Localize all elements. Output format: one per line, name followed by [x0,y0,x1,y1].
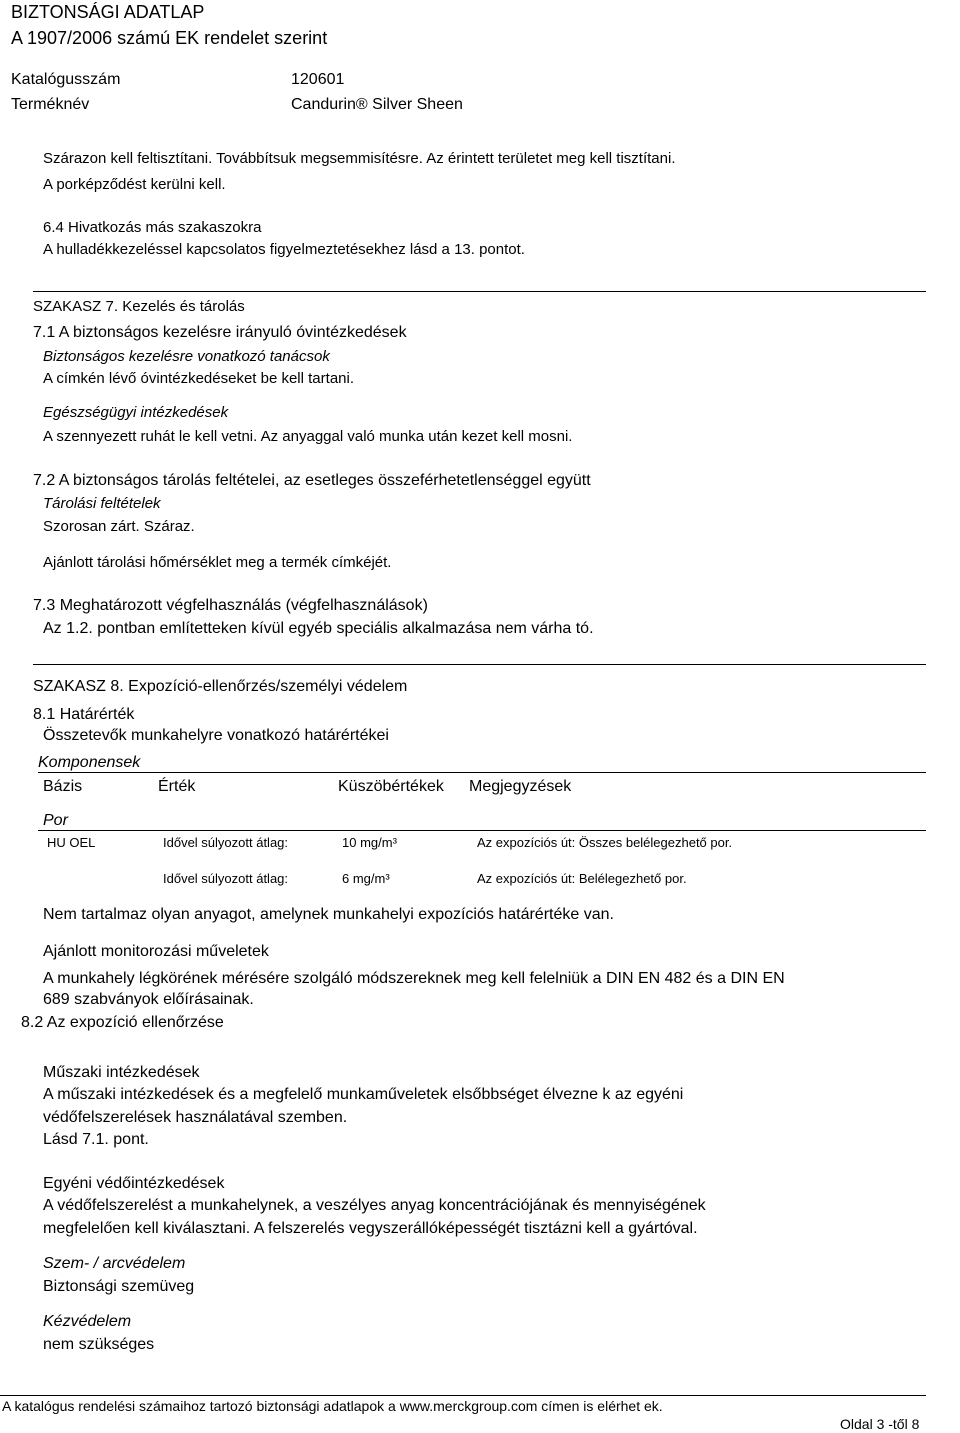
intro-line-1: Szárazon kell feltisztítani. Továbbítsuk megsemmisítésre. Az érintett területet meg kell tisztítani. [43,150,676,167]
tech-heading: Műszaki intézkedések [43,1064,200,1081]
table-divider [38,772,926,773]
table-cell-value-type: Idővel súlyozott átlag: [163,871,289,886]
product-value: Candurin® Silver Sheen [291,96,463,113]
ppe-line-1: A védőfelszerelést a munkahelynek, a veszélyes anyag koncentrációjának és mennyiségének [43,1197,706,1214]
table-cell-note: Az expozíciós út: Összes belélegezhető por. [477,835,733,850]
components-label: Komponensek [38,754,141,771]
section-7-2-text-2: Ajánlott tárolási hőmérséklet meg a termék címkéjét. [43,554,392,571]
tech-line-3: Lásd 7.1. pont. [43,1131,149,1148]
ppe-line-2: megfelelően kell kiválasztani. A felszerelés vegyszerállóképességét tisztázni kell a gyártóval. [43,1220,698,1237]
catalog-label: Katalógusszám [11,71,121,88]
monitoring-line-2: 689 szabványok előírásainak. [43,991,254,1008]
footer-text: A katalógus rendelési számaihoz tartozó biztonsági adatlapok a www.merckgroup.com címen is elérhet ek. [2,1398,663,1414]
section-7-2-sub: Tárolási feltételek [43,495,161,512]
document-title: BIZTONSÁGI ADATLAP [11,2,205,22]
monitoring-line-1: A munkahely légkörének mérésére szolgáló módszereknek meg kell felelniük a DIN EN 482 és a DIN EN [43,970,785,987]
section-divider [33,291,926,292]
monitoring-heading: Ajánlott monitorozási műveletek [43,943,269,960]
section-divider [33,664,926,665]
table-cell-threshold: 10 mg/m³ [342,835,397,850]
table-cell-basis: HU OEL [47,835,96,850]
section-7-3-heading: 7.3 Meghatározott végfelhasználás (végfelhasználások) [33,597,428,614]
section-7-1-heading: 7.1 A biztonságos kezelésre irányuló óvintézkedések [33,324,407,341]
hand-protection-text: nem szükséges [43,1336,155,1353]
tech-line-1: A műszaki intézkedések és a megfelelő munkaműveletek elsőbbséget élvezne k az egyéni [43,1086,684,1103]
catalog-value: 120601 [291,71,345,88]
eye-protection-text: Biztonsági szemüveg [43,1278,195,1295]
section-7-2-heading: 7.2 A biztonságos tárolás feltételei, az esetleges összeférhetetlenséggel együtt [33,472,591,489]
table-cell-threshold: 6 mg/m³ [342,871,390,886]
no-limits-text: Nem tartalmaz olyan anyagot, amelynek munkahelyi expozíciós határértéke van. [43,906,614,923]
footer-divider [0,1395,926,1396]
section-7-heading: SZAKASZ 7. Kezelés és tárolás [33,298,245,315]
hand-protection-sub: Kézvédelem [43,1313,132,1330]
regulation-line: A 1907/2006 számú EK rendelet szerint [11,28,328,48]
table-cell-value-type: Idővel súlyozott átlag: [163,835,289,850]
tech-line-2: védőfelszerelések használatával szemben. [43,1109,348,1126]
section-7-2-text-1: Szorosan zárt. Száraz. [43,518,195,535]
table-divider [38,830,926,831]
section-8-2-heading: 8.2 Az expozíció ellenőrzése [21,1014,224,1031]
column-header-value: Érték [158,778,196,795]
section-6-4-heading: 6.4 Hivatkozás más szakaszokra [43,219,262,236]
eye-protection-sub: Szem- / arcvédelem [43,1255,186,1272]
column-header-basis: Bázis [43,778,83,795]
section-7-1-text-1: A címkén lévő óvintézkedéseket be kell tartani. [43,370,355,387]
column-header-notes: Megjegyzések [469,778,572,795]
column-header-threshold: Küszöbértékek [338,778,444,795]
intro-line-2: A porképződést kerülni kell. [43,176,226,193]
substance-name: Por [43,812,68,829]
section-7-1-sub-2: Egészségügyi intézkedések [43,404,229,421]
table-cell-note: Az expozíciós út: Belélegezhető por. [477,871,687,886]
section-6-4-text: A hulladékkezeléssel kapcsolatos figyelmeztetésekhez lásd a 13. pontot. [43,241,525,258]
section-8-heading: SZAKASZ 8. Expozíció-ellenőrzés/személyi védelem [33,678,408,695]
section-8-1-sub: Összetevők munkahelyre vonatkozó határértékei [43,727,389,744]
ppe-heading: Egyéni védőintézkedések [43,1175,225,1192]
section-8-1-heading: 8.1 Határérték [33,706,135,723]
section-7-1-sub-1: Biztonságos kezelésre vonatkozó tanácsok [43,348,330,365]
product-label: Terméknév [11,96,90,113]
page-number: Oldal 3 -től 8 [840,1416,920,1432]
section-7-1-text-2: A szennyezett ruhát le kell vetni. Az anyaggal való munka után kezet kell mosni. [43,428,573,445]
section-7-3-text: Az 1.2. pontban említetteken kívül egyéb speciális alkalmazása nem várha tó. [43,620,594,637]
